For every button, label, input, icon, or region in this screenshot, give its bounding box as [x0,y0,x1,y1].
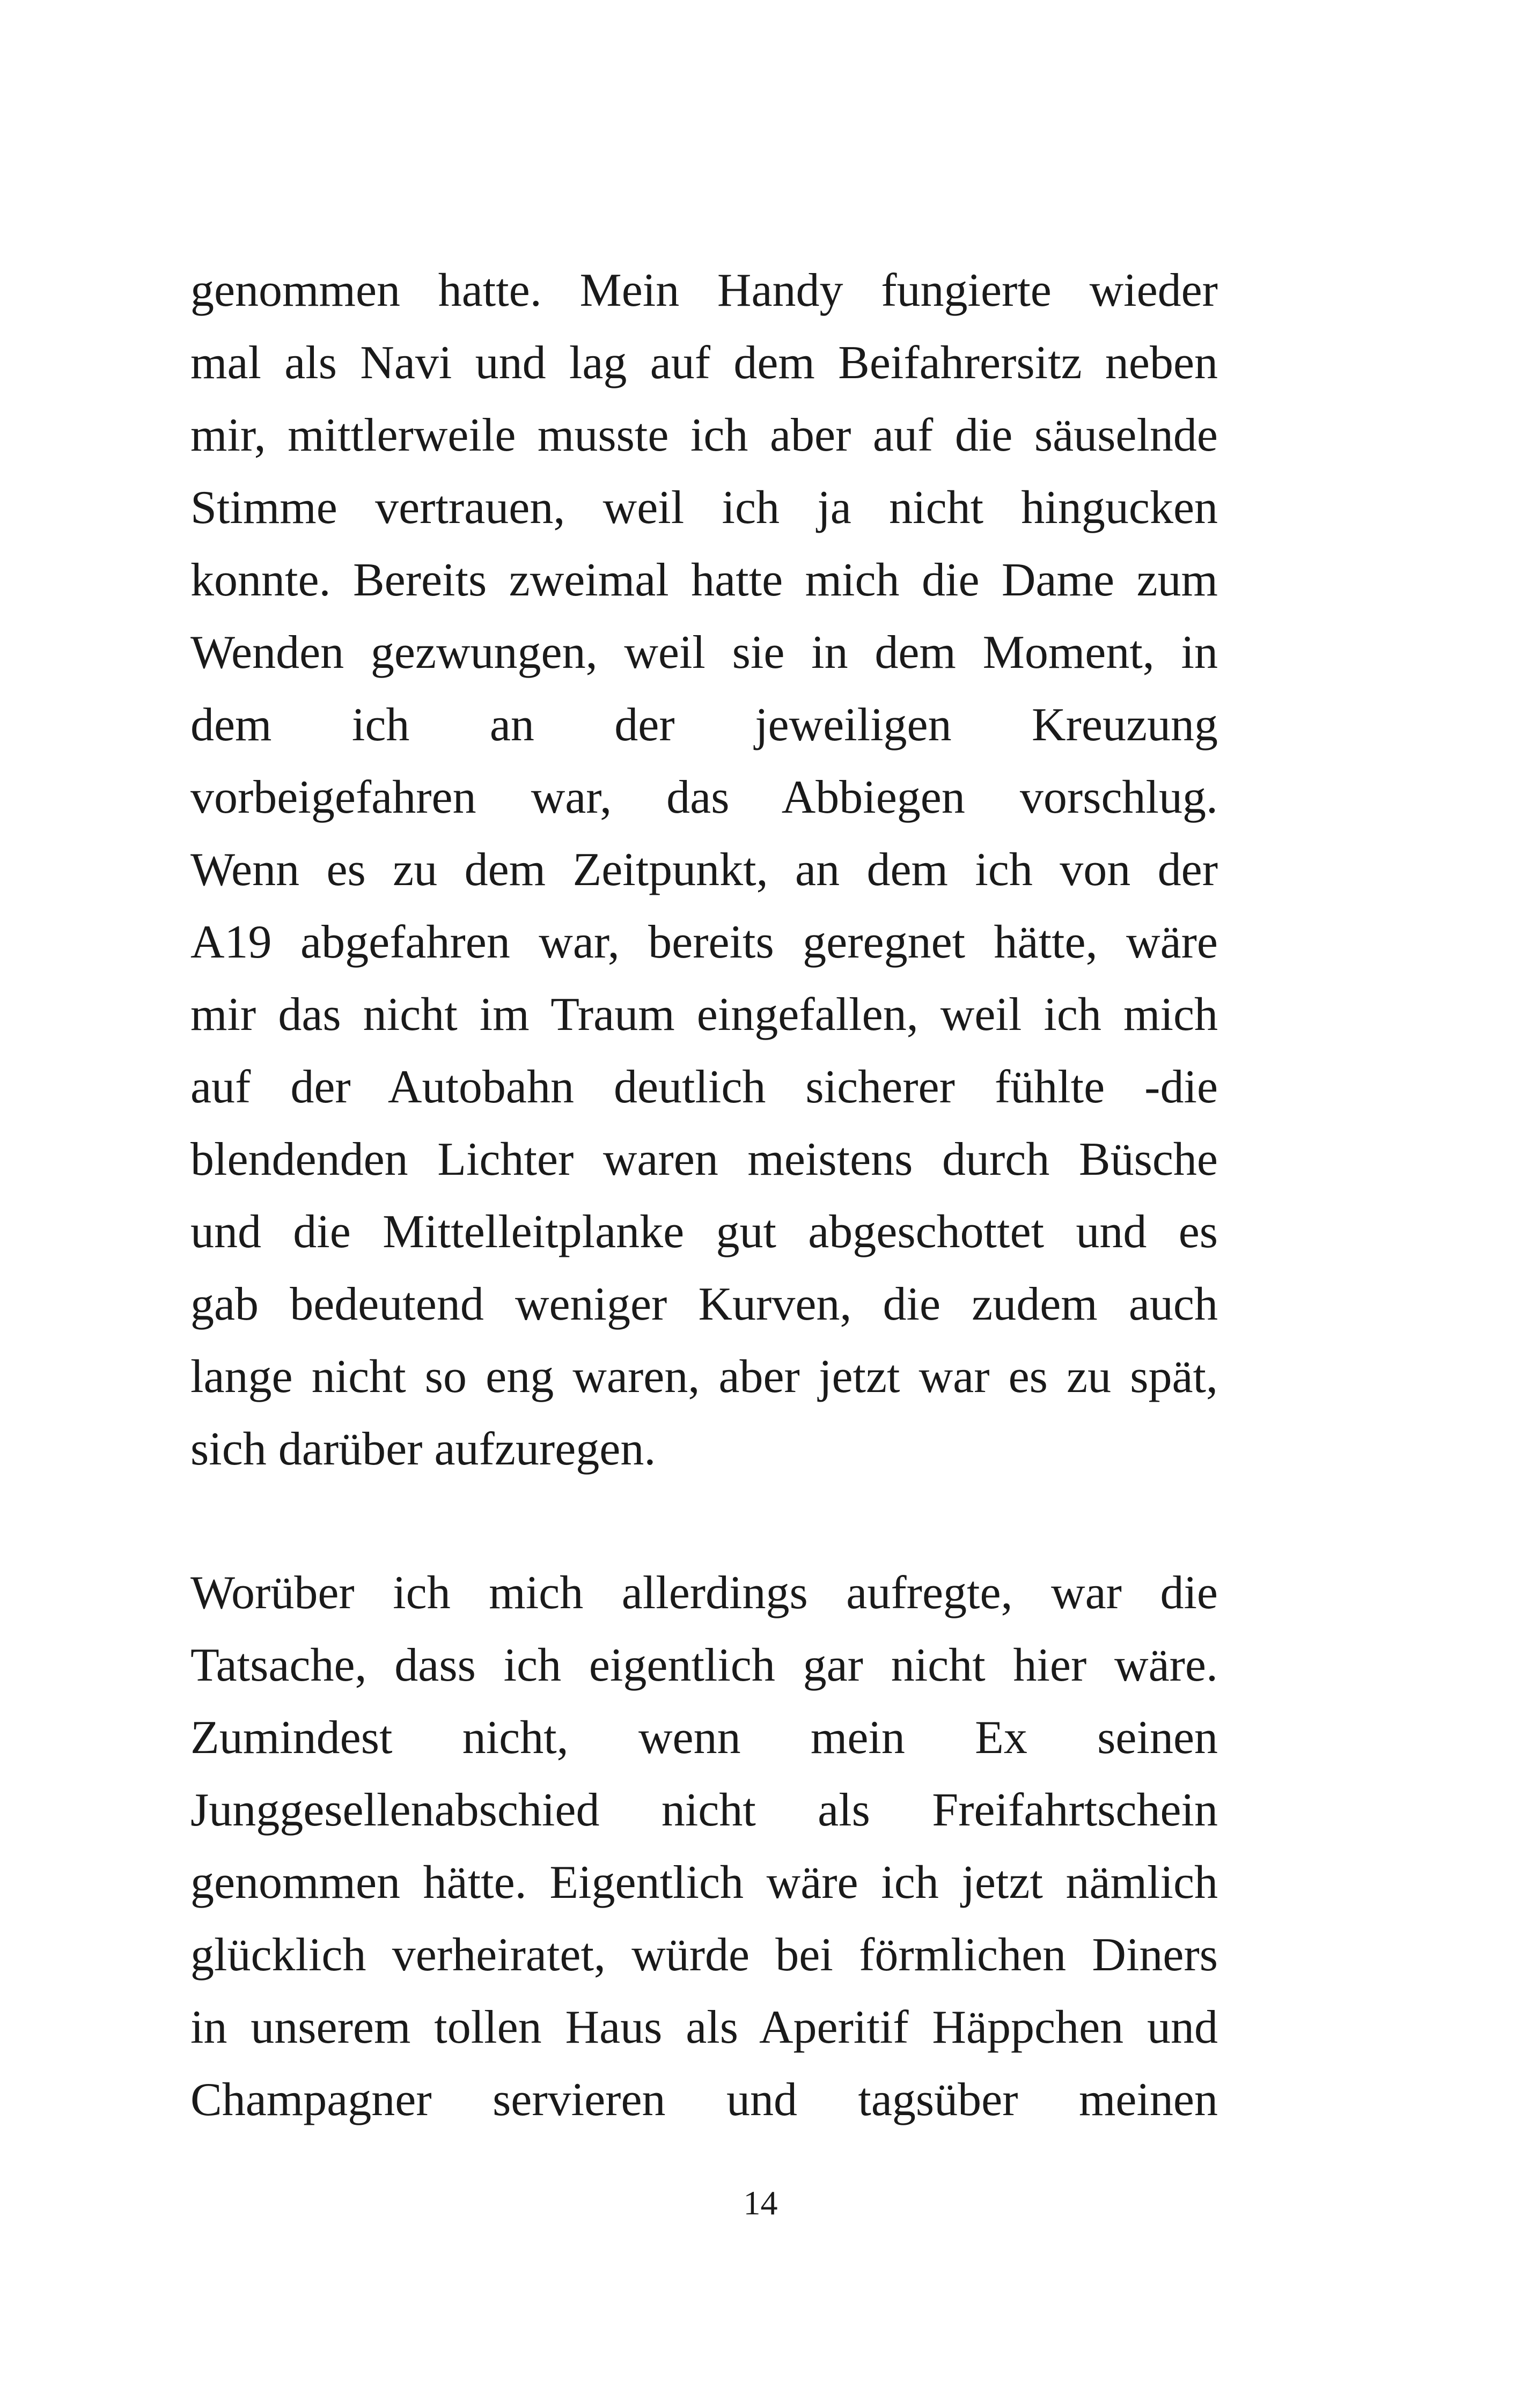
text-line: mir das nicht im Traum eingefallen, weil ich mich [190,989,1218,1041]
text-line: auf der Autobahn deutlich sicherer fühlte -die [190,1061,1218,1113]
text-line: in unserem tollen Haus als Aperitif Häppchen und [190,2001,1218,2053]
text-line: Champagner servieren und tagsüber meinen [190,2074,1218,2126]
text-line: genommen hätte. Eigentlich wäre ich jetzt nämlich [190,1857,1218,1909]
text-line: mal als Navi und lag auf dem Beifahrersitz neben [190,337,1218,389]
text-line: mir, mittlerweile musste ich aber auf die säuselnde [190,409,1218,461]
text-line: Zumindest nicht, wenn mein Ex seinen [190,1712,1218,1764]
text-line: Junggesellenabschied nicht als Freifahrtschein [190,1784,1218,1836]
text-line: Worüber ich mich allerdings aufregte, war die [190,1567,1218,1619]
text-line: vorbeigefahren war, das Abbiegen vorschlug. [190,771,1218,823]
text-line: Stimme vertrauen, weil ich ja nicht hingucken [190,482,1218,534]
text-line: Wenn es zu dem Zeitpunkt, an dem ich von der [190,844,1218,896]
paragraph-1 [190,254,1218,1485]
text-line: sich darüber aufzuregen. [190,1423,656,1475]
text-line: genommen hatte. Mein Handy fungierte wieder [190,264,1218,316]
text-line: A19 abgefahren war, bereits geregnet hätte, wäre [190,916,1218,968]
text-line: und die Mittelleitplanke gut abgeschottet und es [190,1206,1218,1258]
page-number: 14 [743,2184,778,2222]
text-line: konnte. Bereits zweimal hatte mich die Dame zum [190,554,1218,606]
text-line: blendenden Lichter waren meistens durch Büsche [190,1133,1218,1185]
text-line: dem ich an der jeweiligen Kreuzung [190,699,1218,751]
text-line: lange nicht so eng waren, aber jetzt war es zu spät, [190,1351,1218,1403]
paragraph-2 [190,1557,1218,2136]
text-line: gab bedeutend weniger Kurven, die zudem auch [190,1278,1218,1330]
text-line: Wenden gezwungen, weil sie in dem Moment, in [190,627,1218,679]
text-line: glücklich verheiratet, würde bei förmlichen Diners [190,1929,1218,1981]
text-line: Tatsache, dass ich eigentlich gar nicht hier wäre. [190,1639,1218,1691]
